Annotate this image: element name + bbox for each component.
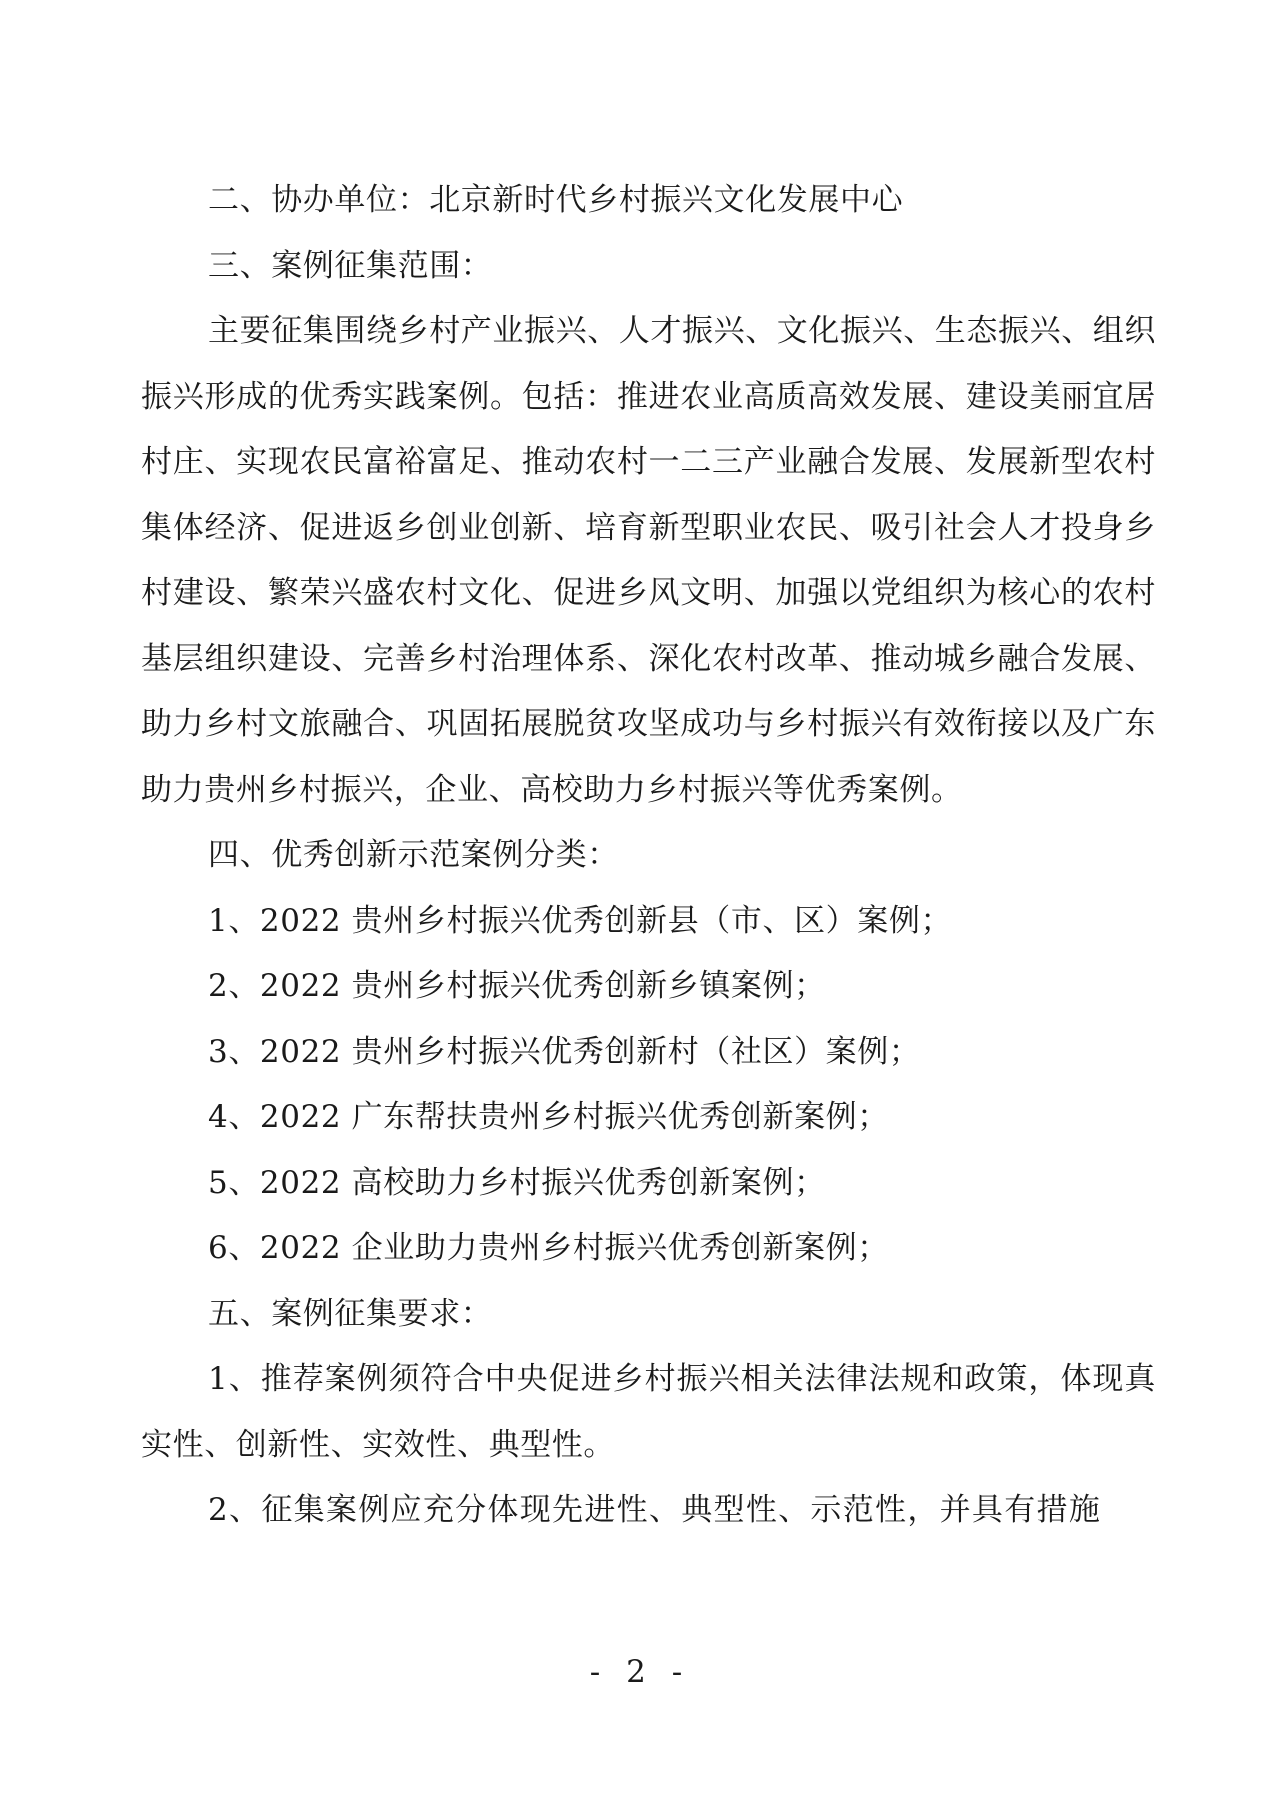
list-item-category-2: 2、2022 贵州乡村振兴优秀创新乡镇案例； [208,968,826,1004]
list-item-category-4: 4、2022 广东帮扶贵州乡村振兴优秀创新案例； [208,1099,889,1135]
list-item-category-1: 1、2022 贵州乡村振兴优秀创新县（市、区）案例； [208,902,953,939]
document-body [141,168,1156,1544]
list-item-requirement-1: 1、推荐案例须符合中央促进乡村振兴相关法律法规和政策，体现真实性、创新性、实效性、典型性。 [141,1361,1156,1463]
list-item-category-3: 3、2022 贵州乡村振兴优秀创新村（社区）案例； [208,1033,921,1070]
heading-collection-scope: 三、案例征集范围： [208,247,493,284]
page-number: - 2 - [589,1654,691,1690]
list-item-category-6: 6、2022 企业助力贵州乡村振兴优秀创新案例； [208,1230,889,1266]
heading-case-categories: 四、优秀创新示范案例分类： [208,837,619,873]
heading-collection-requirements: 五、案例征集要求： [208,1295,493,1332]
paragraph-coorganizer: 二、协办单位：北京新时代乡村振兴文化发展中心 [208,182,904,218]
paragraph-collection-scope: 主要征集围绕乡村产业振兴、人才振兴、文化振兴、生态振兴、组织振兴形成的优秀实践案例。包括：推进农业高质高效发展、建设美丽宜居村庄、实现农民富裕富足、推动农村一二三产业融合发展、发展新型农村集体经济、促进返乡创业创新、培育新型职业农民、吸引社会人才投身乡村建设、繁荣兴盛农村文化、促进乡风文明、加强以党组织为核心的农村基层组织建设、完善乡村治理体系、深化农村改革、推动城乡融合发展、助力乡村文旅融合、巩固拓展脱贫攻坚成功与乡村振兴有效衔接以及广东助力贵州乡村振兴，企业、高校助力乡村振兴等优秀案例。 [141,313,1156,808]
list-item-category-5: 5、2022 高校助力乡村振兴优秀创新案例； [208,1164,826,1201]
list-item-requirement-2: 2、征集案例应充分体现先进性、典型性、示范性，并具有措施 [208,1492,1102,1528]
